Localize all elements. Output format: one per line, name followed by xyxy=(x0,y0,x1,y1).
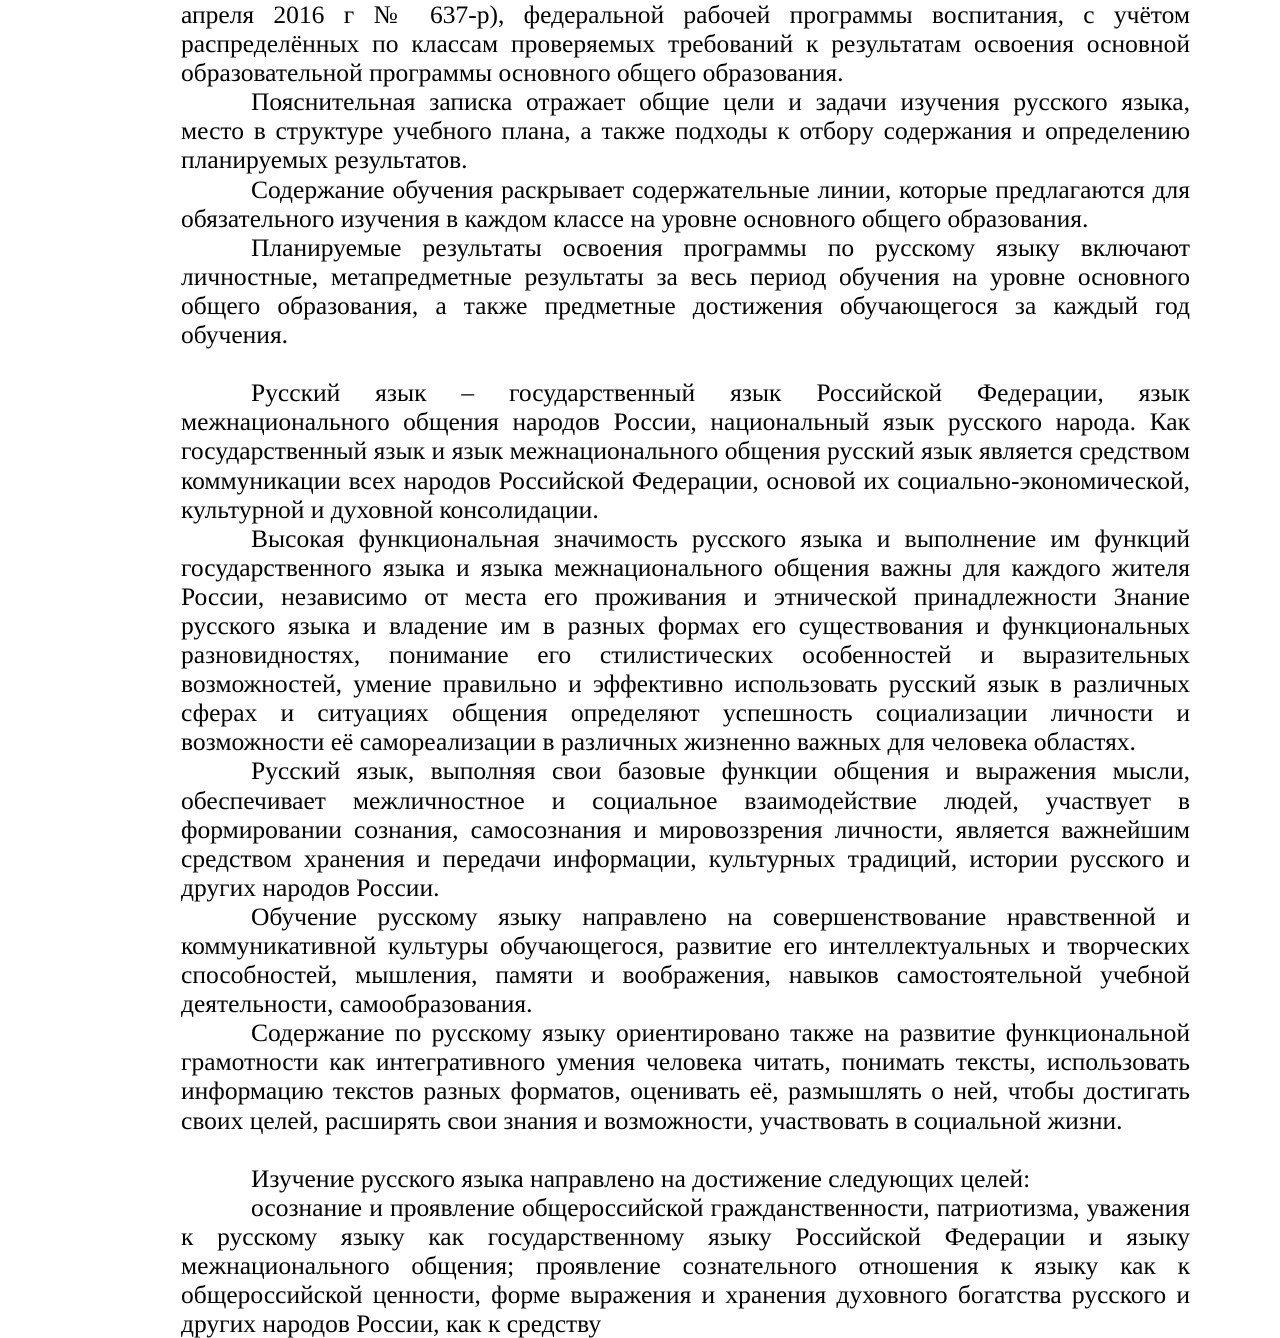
paragraph-learning-content: Содержание обучения раскрывает содержательные линии, которые предлагаются для обязательного изучения в каждом классе на уровне основного общего образования. xyxy=(181,174,1190,233)
paragraph-planned-results: Планируемые результаты освоения программы по русскому языку включают личностные, метапредметные результаты за весь период обучения на уровне основного общего образования, а также предметные достижения обучающегося за каждый год обучения. xyxy=(181,232,1190,350)
paragraph-continuation: апреля 2016 г № 637-р), федеральной рабочей программы воспитания, с учётом распределённых по классам проверяемых требований к результатам освоения основной образовательной программы основного общего образования. xyxy=(181,0,1190,88)
paragraph-spacer xyxy=(181,1135,1190,1164)
paragraph-spacer xyxy=(181,349,1190,378)
paragraph-functional-literacy: Содержание по русскому языку ориентировано также на развитие функциональной грамотности как интегративного умения человека читать, понимать тексты, использовать информацию текстов разных форматов, оценивать её, размышлять о ней, чтобы достигать своих целей, расширять свои знания и возможности, участвовать в социальной жизни. xyxy=(181,1018,1190,1135)
paragraph-basic-functions: Русский язык, выполняя свои базовые функции общения и выражения мысли, обеспечивает межличностное и социальное взаимодействие людей, участвует в формировании сознания, самосознания и мировоззрения личности, является важнейшим средством хранения и передачи информации, культурных традиций, истории русского и других народов России. xyxy=(181,756,1190,902)
paragraph-state-language: Русский язык – государственный язык Российской Федерации, язык межнационального общения народов России, национальный язык русского народа. Как государственный язык и язык межнационального общения русский язык является средством коммуникации всех народов Российской Федерации, основой их социально-экономической, культурной и духовной консолидации. xyxy=(181,378,1190,524)
paragraph-moral-culture: Обучение русскому языку направлено на совершенствование нравственной и коммуникативной культуры обучающегося, развитие его интеллектуальных и творческих способностей, мышления, памяти и воображения, навыков самостоятельной учебной деятельности, самообразования. xyxy=(181,901,1190,1019)
paragraph-goals-lead-in: Изучение русского языка направлено на достижение следующих целей: xyxy=(251,1163,1031,1193)
paragraph-functional-significance: Высокая функциональная значимость русского языка и выполнение им функций государственного языка и языка межнационального общения важны для каждого жителя России, независимо от места его проживания и этнической принадлежности Знание русского языка и владение им в разных формах его существования и функциональных разновидностях, понимание его стилистических особенностей и выразительных возможностей, умение правильно и эффективно использовать русский язык в различных сферах и ситуациях общения определяют успешность социализации личности и возможности её самореализации в различных жизненно важных для человека областях. xyxy=(181,523,1190,757)
document-text-body xyxy=(181,0,1190,1338)
paragraph-explanatory-note: Пояснительная записка отражает общие цели и задачи изучения русского языка, место в структуре учебного плана, а также подходы к отбору содержания и определению планируемых результатов. xyxy=(181,87,1190,175)
paragraph-goal-item-citizenship: осознание и проявление общероссийской гражданственности, патриотизма, уважения к русскому языку как государственному языку Российской Федерации и языку межнационального общения; проявление сознательного отношения к языку как к общероссийской ценности, форме выражения и хранения духовного богатства русского и других народов России, как к средству xyxy=(181,1192,1190,1338)
